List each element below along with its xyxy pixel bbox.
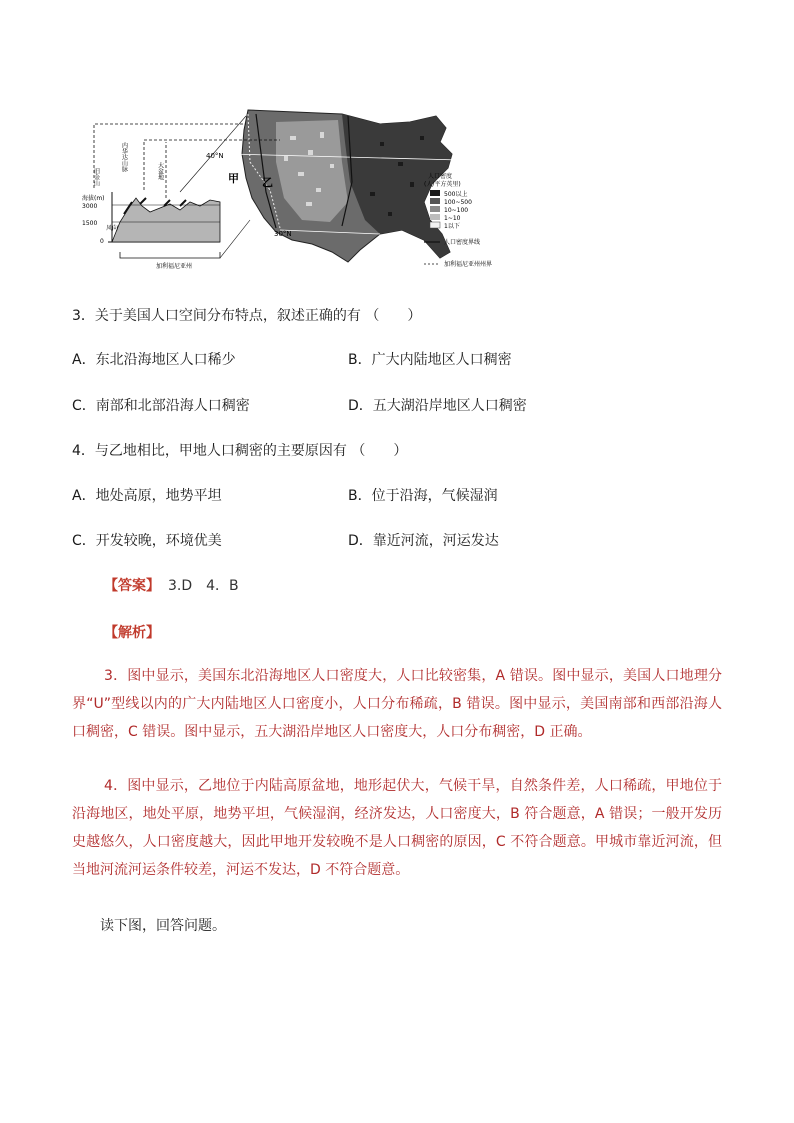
analysis-line bbox=[104, 623, 160, 643]
question-3-stem: 3．关于美国人口空间分布特点，叙述正确的有 （ ） bbox=[72, 308, 422, 324]
legend-item: 10~100 bbox=[444, 207, 469, 214]
sf-label: 旧金山 bbox=[92, 168, 100, 186]
q4-option-b: B．位于沿海，气候湿润 bbox=[348, 488, 498, 504]
read-prompt: 读下图，回答问题。 bbox=[100, 918, 226, 934]
q3-option-d: D．五大湖沿岸地区人口稠密 bbox=[348, 398, 527, 414]
elev-0: 0 bbox=[100, 238, 104, 245]
legend bbox=[424, 172, 492, 268]
legend-title: 人口密度 bbox=[428, 173, 453, 180]
legend-swatch bbox=[430, 190, 440, 196]
q4-option-d: D．靠近河流，河运发达 bbox=[348, 533, 499, 549]
legend-item: 1以下 bbox=[444, 223, 460, 230]
legend-item: 100~500 bbox=[444, 199, 472, 206]
q4-option-a: A．地处高原，地势平坦 bbox=[72, 488, 222, 504]
q3-option-a: A．东北沿海地区人口稀少 bbox=[72, 352, 236, 368]
map-svg bbox=[80, 102, 520, 274]
yi-label: 乙 bbox=[262, 176, 273, 189]
svg-text:(人/平方英里): (人/平方英里) bbox=[424, 181, 461, 188]
answer-value: 3.D 4．B bbox=[168, 578, 239, 594]
legend-swatch bbox=[430, 206, 440, 212]
legend-swatch bbox=[430, 214, 440, 220]
legend-line2: 加利福尼亚州州界 bbox=[444, 261, 493, 268]
question-4-stem: 4．与乙地相比，甲地人口稠密的主要原因有 （ ） bbox=[72, 443, 408, 459]
legend-line1: 人口密度界线 bbox=[444, 239, 481, 246]
analysis-paragraph-4: 4．图中显示，乙地位于内陆高原盆地，地形起伏大，气候干旱，自然条件差，人口稀疏，甲地位于沿海地区，地处平原，地势平坦，气候湿润，经济发达，人口密度大，B 符合题意，A 错误；一般开发历史越悠久，人口密度越大，因此甲地开发较晚不是人口稠密的原因，C 不符合题意。甲城市靠近河流，但当地河流河运条件较差，河运不发达，D 不符合题意。 bbox=[72, 778, 722, 878]
sierra-label: 内华达山脉 bbox=[120, 142, 128, 172]
analysis-paragraph-3: 3．图中显示，美国东北沿海地区人口密度大，人口比较密集，A 错误。图中显示，美国人口地理分界“U”型线以内的广大内陆地区人口密度小，人口分布稀疏，B 错误。图中显示，美国南部和西部沿海人口稠密，C 错误。图中显示，五大湖沿岸地区人口密度大，人口分布稠密，D 正确。 bbox=[72, 668, 722, 740]
elev-1500: 1500 bbox=[82, 220, 98, 227]
us-population-figure bbox=[80, 102, 520, 274]
legend-swatch bbox=[430, 198, 440, 204]
analysis-tag: 【解析】 bbox=[104, 625, 160, 641]
q3-option-b: B．广大内陆地区人口稠密 bbox=[348, 352, 512, 368]
legend-item: 1~10 bbox=[444, 215, 461, 222]
lat30-label: 30°N bbox=[274, 230, 292, 238]
legend-item: 500以上 bbox=[444, 191, 468, 198]
basin-label: 大盆地 bbox=[156, 162, 164, 180]
ca-label: 加利福尼亚州 bbox=[156, 263, 193, 270]
q4-option-c: C．开发较晚，环境优美 bbox=[72, 533, 222, 549]
lat40-label: 40°N bbox=[206, 152, 224, 160]
q3-option-c: C．南部和北部沿海人口稠密 bbox=[72, 398, 250, 414]
elev-3000: 3000 bbox=[82, 203, 98, 210]
answer-line bbox=[104, 576, 239, 596]
jia-label: 甲 bbox=[228, 172, 239, 185]
elev-label: 海拔(m) bbox=[82, 195, 105, 202]
legend-swatch bbox=[430, 222, 440, 228]
answer-tag: 【答案】 bbox=[104, 578, 160, 594]
wind-label: 风向 bbox=[106, 225, 119, 232]
